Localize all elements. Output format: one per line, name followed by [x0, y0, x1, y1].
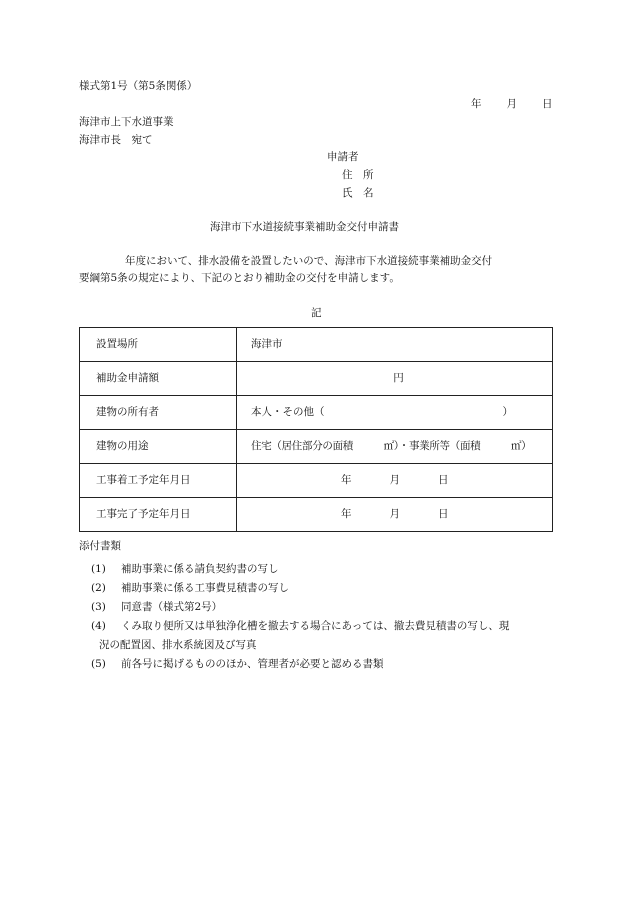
attachment-item — [79, 579, 559, 598]
table-row-end-date — [80, 498, 553, 532]
owner-value[interactable] — [237, 396, 553, 430]
attachment-continuation: 況の配置図、排水系統図及び写真 — [99, 639, 257, 651]
owner-label: 建物の所有者 — [80, 396, 237, 430]
table-row-use — [80, 430, 553, 464]
attachments-section — [79, 541, 559, 674]
date-day: 日 — [542, 98, 553, 110]
end-month: 月 — [389, 508, 400, 521]
use-label: 建物の用途 — [80, 430, 237, 464]
attachment-num: (3) — [91, 601, 106, 613]
attachment-num: (4) — [91, 620, 106, 632]
application-date — [471, 99, 553, 110]
recipient-office: 海津市上下水道事業 — [79, 116, 174, 128]
use-value[interactable]: 住宅（居住部分の面積 ㎡）・事業所等（面積 ㎡） — [237, 430, 553, 464]
applicant-address-label: 住 所 — [342, 169, 374, 181]
table-row-amount — [80, 362, 553, 396]
recipient-mayor: 海津市長 宛て — [79, 134, 153, 146]
attachment-num: (1) — [91, 563, 106, 575]
end-day: 日 — [438, 508, 449, 521]
body-text-line2: 要綱第5条の規定により、下記のとおり補助金の交付を申請します。 — [79, 272, 400, 284]
attachment-item — [79, 655, 559, 674]
attachments-heading: 添付書類 — [79, 540, 121, 552]
amount-unit: 円 — [393, 372, 404, 385]
start-date-label: 工事着工予定年月日 — [80, 464, 237, 498]
start-year: 年 — [341, 474, 352, 487]
applicant-title: 申請者 — [327, 151, 359, 163]
attachment-text: 前各号に掲げるもののほか、管理者が必要と認める書類 — [121, 658, 384, 670]
attachment-item — [79, 617, 559, 636]
start-day: 日 — [438, 474, 449, 487]
date-month: 月 — [506, 98, 517, 110]
end-year: 年 — [341, 508, 352, 521]
location-label: 設置場所 — [80, 328, 237, 362]
amount-label: 補助金申請額 — [80, 362, 237, 396]
end-date-label: 工事完了予定年月日 — [80, 498, 237, 532]
table-row-owner — [80, 396, 553, 430]
attachment-num: (2) — [91, 582, 106, 594]
attachment-text: 同意書（様式第2号） — [121, 601, 223, 613]
application-table — [79, 327, 553, 532]
form-number: 様式第1号（第5条関係） — [79, 80, 198, 92]
end-date-value[interactable] — [237, 498, 553, 532]
document-title: 海津市下水道接続事業補助金交付申請書 — [210, 221, 399, 233]
attachment-num: (5) — [91, 658, 106, 670]
attachment-item — [79, 598, 559, 617]
location-value[interactable]: 海津市 — [237, 328, 553, 362]
attachment-text: 補助事業に係る請負契約書の写し — [121, 563, 279, 575]
date-year: 年 — [471, 98, 482, 110]
owner-suffix: ） — [502, 406, 513, 419]
body-text-line1: 年度において、排水設備を設置したいので、海津市下水道接続事業補助金交付 — [125, 255, 493, 267]
applicant-name-label: 氏 名 — [342, 187, 374, 199]
amount-value[interactable] — [237, 362, 553, 396]
owner-prefix: 本人・その他（ — [251, 406, 325, 419]
ki-heading: 記 — [311, 307, 322, 319]
attachment-text: 補助事業に係る工事費見積書の写し — [121, 582, 289, 594]
attachment-text: くみ取り便所又は単独浄化槽を撤去する場合にあっては、撤去費見積書の写し、現 — [121, 620, 510, 632]
table-row-location — [80, 328, 553, 362]
start-date-value[interactable] — [237, 464, 553, 498]
table-row-start-date — [80, 464, 553, 498]
attachment-item — [79, 560, 559, 579]
start-month: 月 — [389, 474, 400, 487]
